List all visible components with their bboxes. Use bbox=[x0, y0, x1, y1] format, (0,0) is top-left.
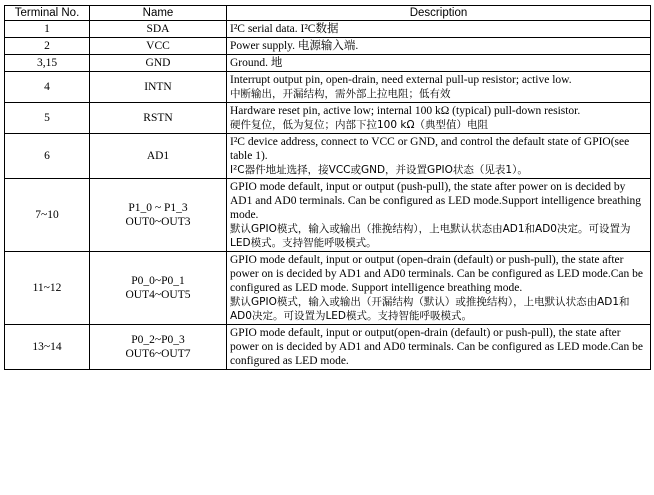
name-line: INTN bbox=[144, 81, 172, 93]
description bbox=[227, 103, 651, 134]
terminal-name bbox=[90, 252, 227, 325]
description bbox=[227, 325, 651, 370]
desc-line-zh: 硬件复位，低为复位；内部下拉100 kΩ（典型值）电阻 bbox=[230, 119, 488, 131]
name-line: SDA bbox=[146, 23, 170, 35]
table-row bbox=[5, 21, 651, 38]
terminal-name bbox=[90, 72, 227, 103]
name-line-alt: OUT4~OUT5 bbox=[125, 289, 191, 301]
description bbox=[227, 72, 651, 103]
desc-line: Ground. 地 bbox=[230, 57, 283, 69]
header-name: Name bbox=[90, 6, 227, 21]
desc-line-zh: 默认GPIO模式，输入或输出（开漏结构（默认）或推挽结构），上电默认状态由AD1和AD0决定。可设置为LED模式。支持智能呼吸模式。 bbox=[230, 296, 630, 322]
terminal-no: 11~12 bbox=[5, 252, 90, 325]
terminal-no: 7~10 bbox=[5, 179, 90, 252]
header-terminal-no: Terminal No. bbox=[5, 6, 90, 21]
table-row bbox=[5, 252, 651, 325]
name-line-alt: OUT6~OUT7 bbox=[125, 348, 191, 360]
name-line: P0_2~P0_3 bbox=[131, 334, 185, 346]
desc-line: I²C serial data. I²C数据 bbox=[230, 23, 339, 35]
name-line: RSTN bbox=[143, 112, 173, 124]
terminal-no: 6 bbox=[5, 134, 90, 179]
terminal-no: 5 bbox=[5, 103, 90, 134]
description bbox=[227, 21, 651, 38]
table-row bbox=[5, 179, 651, 252]
description bbox=[227, 134, 651, 179]
name-line: VCC bbox=[146, 40, 170, 52]
desc-line-zh: I²C器件地址选择，接VCC或GND，并设置GPIO状态（见表1）。 bbox=[230, 164, 528, 176]
name-line: P0_0~P0_1 bbox=[131, 275, 185, 287]
table-row bbox=[5, 103, 651, 134]
description bbox=[227, 252, 651, 325]
header-description: Description bbox=[227, 6, 651, 21]
table-row bbox=[5, 72, 651, 103]
table-row bbox=[5, 134, 651, 179]
terminal-name bbox=[90, 38, 227, 55]
name-line: P1_0 ~ P1_3 bbox=[128, 202, 188, 214]
desc-line: GPIO mode default, input or output (open-drain (default) or push-pull), the state after power on is decided by AD1 and AD0 terminals. Can be configured as LED mode.Can be configured as LED mode. Support intelligence breathing mode. bbox=[230, 254, 643, 294]
terminal-no: 4 bbox=[5, 72, 90, 103]
desc-line: GPIO mode default, input or output(open-drain (default) or push-pull), the state after power on is decided by AD1 and AD0 terminals. Can be configured as LED mode.Can be configured as LED mode. bbox=[230, 327, 643, 367]
name-line: GND bbox=[145, 57, 171, 69]
terminal-name bbox=[90, 103, 227, 134]
description bbox=[227, 38, 651, 55]
desc-line-zh: 默认GPIO模式，输入或输出（推挽结构），上电默认状态由AD1和AD0决定。可设置为LED模式。支持智能呼吸模式。 bbox=[230, 223, 631, 249]
terminal-name bbox=[90, 179, 227, 252]
terminal-name bbox=[90, 325, 227, 370]
terminal-no: 13~14 bbox=[5, 325, 90, 370]
terminal-name bbox=[90, 134, 227, 179]
description bbox=[227, 179, 651, 252]
terminal-name bbox=[90, 55, 227, 72]
name-line-alt: OUT0~OUT3 bbox=[125, 216, 191, 228]
name-line: AD1 bbox=[146, 150, 170, 162]
desc-line: Hardware reset pin, active low; internal 100 kΩ (typical) pull-down resistor. bbox=[230, 105, 581, 117]
terminal-no: 2 bbox=[5, 38, 90, 55]
header-row bbox=[5, 6, 651, 21]
table-row bbox=[5, 325, 651, 370]
terminal-name bbox=[90, 21, 227, 38]
desc-line: GPIO mode default, input or output (push-pull), the state after power on is decided by AD1 and AD0 terminals. Can be configured as LED mode.Support intelligence breathing mode. bbox=[230, 181, 642, 221]
table-row bbox=[5, 55, 651, 72]
terminal-table bbox=[4, 5, 651, 370]
terminal-no: 1 bbox=[5, 21, 90, 38]
desc-line: Power supply. 电源输入端. bbox=[230, 40, 359, 52]
description bbox=[227, 55, 651, 72]
table-row bbox=[5, 38, 651, 55]
terminal-no: 3,15 bbox=[5, 55, 90, 72]
desc-line: Interrupt output pin, open-drain, need external pull-up resistor; active low. bbox=[230, 74, 572, 86]
desc-line-zh: 中断输出，开漏结构，需外部上拉电阻；低有效 bbox=[230, 88, 451, 100]
desc-line: I²C device address, connect to VCC or GND, and control the default state of GPIO(see table 1). bbox=[230, 136, 630, 162]
